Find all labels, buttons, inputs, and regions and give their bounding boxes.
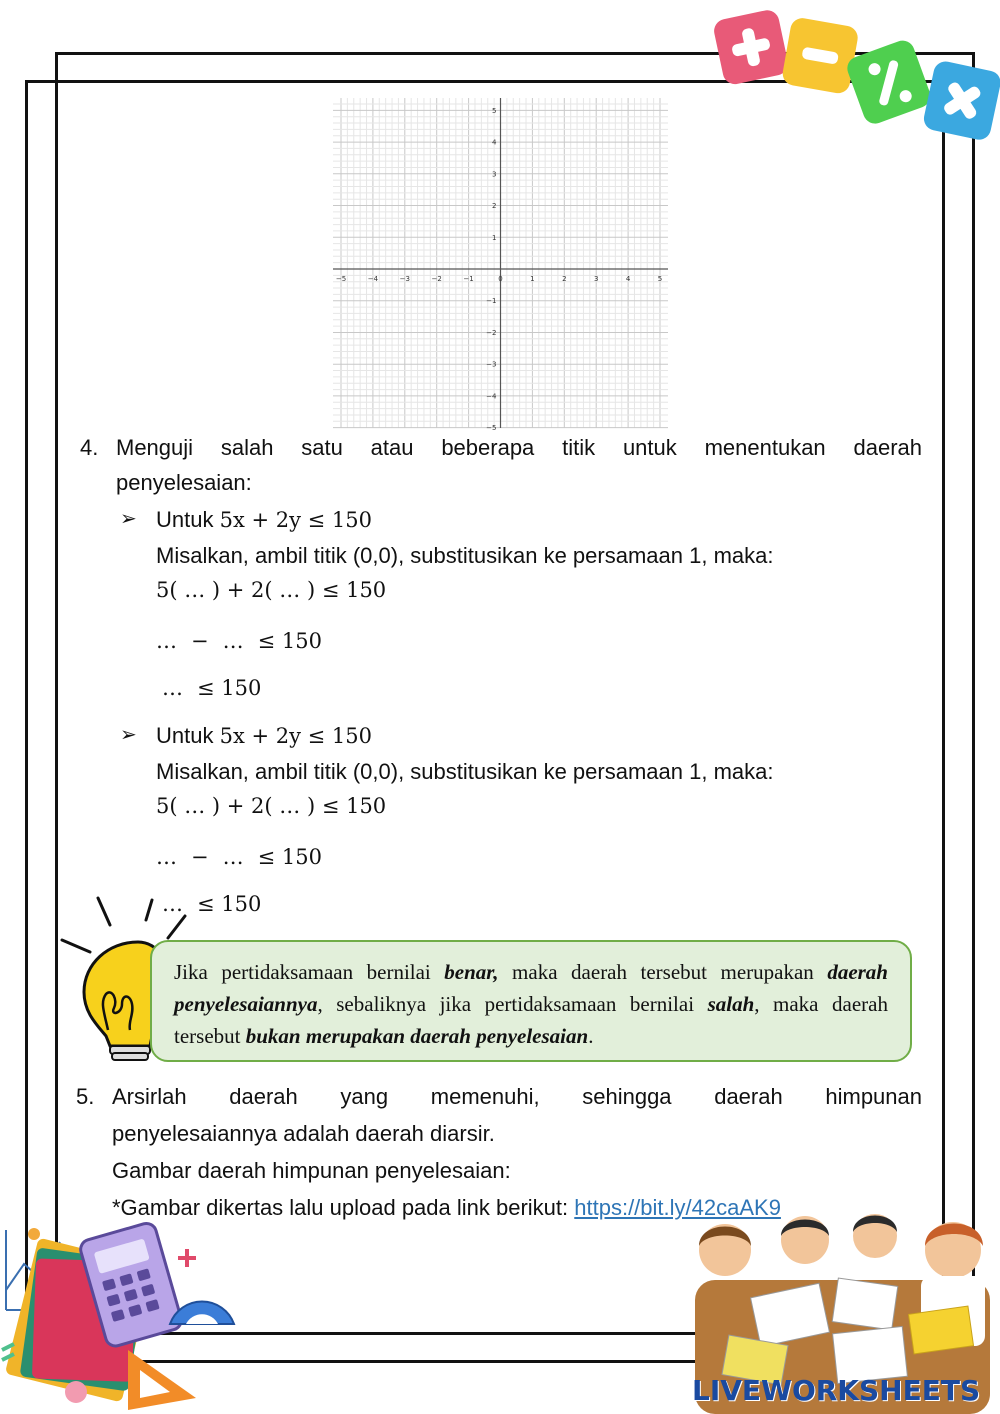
y-tick-label: −4 — [486, 392, 497, 401]
item-5-line1: Arsirlah daerah yang memenuhi, sehingga daerah himpunan — [112, 1084, 922, 1109]
liveworksheets-watermark: LIVEWORKSHEETS — [692, 1374, 981, 1407]
y-tick-label: 5 — [492, 106, 497, 115]
note-emphasis: salah — [707, 992, 755, 1016]
blank: … — [156, 629, 177, 653]
item-4-title-line1: Menguji salah satu atau beberapa titik untuk menentukan daerah — [116, 435, 922, 460]
block-inequality: 5x + 2y ≤ 150 — [219, 724, 373, 748]
x-tick-label: −3 — [399, 275, 410, 283]
school-supplies-decoration — [0, 1220, 240, 1414]
item-number: 5. — [76, 1084, 95, 1109]
math-symbols-decoration — [712, 2, 1000, 142]
x-tick-label: 3 — [593, 275, 599, 283]
note-emphasis: bukan merupakan daerah penyelesaian — [245, 1024, 589, 1048]
upload-instruction: *Gambar dikertas lalu upload pada link berikut: — [112, 1195, 575, 1220]
calc-step-3 — [156, 665, 922, 712]
note-text: , sebaliknya jika pertidaksamaan bernilai — [317, 992, 708, 1016]
item-4-title-line2: penyelesaian: — [116, 470, 252, 495]
y-tick-label: −1 — [486, 297, 497, 306]
cartesian-grid — [333, 98, 668, 433]
x-tick-label: 0 — [498, 275, 503, 283]
note-text: Jika pertidaksamaan bernilai — [174, 960, 445, 984]
test-block-2 — [116, 718, 922, 928]
block-instruction: Misalkan, ambil titik (0,0), substitusikan ke persamaan 1, maka: — [156, 543, 774, 568]
arrow-bullet-icon: ➢ — [120, 508, 137, 530]
calc-step-1: 5( … ) + 2( … ) ≤ 150 — [156, 794, 387, 818]
calc-step-2 — [156, 834, 922, 881]
item-5-line2: penyelesaiannya adalah daerah diarsir. — [112, 1121, 495, 1146]
block-lead: Untuk — [156, 723, 214, 748]
item-5-line3: Gambar daerah himpunan penyelesaian: — [112, 1158, 511, 1183]
y-tick-label: 4 — [492, 138, 497, 147]
x-tick-label: −5 — [335, 275, 347, 283]
y-tick-label: −5 — [486, 424, 497, 433]
x-tick-label: −2 — [431, 275, 442, 283]
note-text: maka daerah tersebut merupakan — [498, 960, 828, 984]
block-instruction: Misalkan, ambil titik (0,0), substitusikan ke persamaan 1, maka: — [156, 759, 774, 784]
y-tick-label: 3 — [492, 170, 497, 179]
rhs: ≤ 150 — [197, 676, 262, 700]
calc-step-1: 5( … ) + 2( … ) ≤ 150 — [156, 578, 387, 602]
x-tick-label: −1 — [463, 275, 474, 283]
rhs: ≤ 150 — [257, 845, 322, 869]
note-text: . — [588, 1024, 594, 1048]
y-tick-label: 2 — [492, 202, 497, 211]
operator: − — [191, 629, 209, 653]
block-inequality: 5x + 2y ≤ 150 — [219, 508, 373, 532]
y-tick-label: −3 — [486, 360, 497, 369]
arrow-bullet-icon: ➢ — [120, 724, 137, 746]
operator: − — [191, 845, 209, 869]
item-number: 4. — [80, 435, 99, 460]
note-text: , maka daerah tersebut — [174, 992, 888, 1048]
block-lead: Untuk — [156, 507, 214, 532]
item-5 — [76, 1078, 922, 1226]
x-tick-label: 4 — [625, 275, 631, 283]
blank: … — [222, 629, 244, 653]
x-tick-label: 2 — [562, 275, 567, 283]
rhs: ≤ 150 — [257, 629, 322, 653]
x-tick-label: 1 — [530, 275, 535, 283]
upload-link[interactable]: https://bit.ly/42caAK9 — [574, 1195, 781, 1220]
y-tick-label: −2 — [486, 328, 497, 337]
x-tick-label: 5 — [657, 275, 663, 283]
note-emphasis: benar, — [444, 960, 499, 984]
blank: … — [162, 676, 183, 700]
info-note-box — [150, 940, 912, 1062]
rhs: ≤ 150 — [197, 892, 262, 916]
calc-step-3 — [156, 881, 922, 928]
blank: … — [222, 845, 244, 869]
calc-step-2 — [156, 618, 922, 665]
note-emphasis: daerah penyelesaiannya — [174, 960, 888, 1016]
test-block-1 — [116, 502, 922, 712]
item-4 — [80, 430, 922, 928]
blank: … — [156, 845, 177, 869]
x-tick-label: −4 — [367, 275, 379, 283]
blank: … — [162, 892, 183, 916]
y-tick-label: 1 — [492, 233, 497, 242]
